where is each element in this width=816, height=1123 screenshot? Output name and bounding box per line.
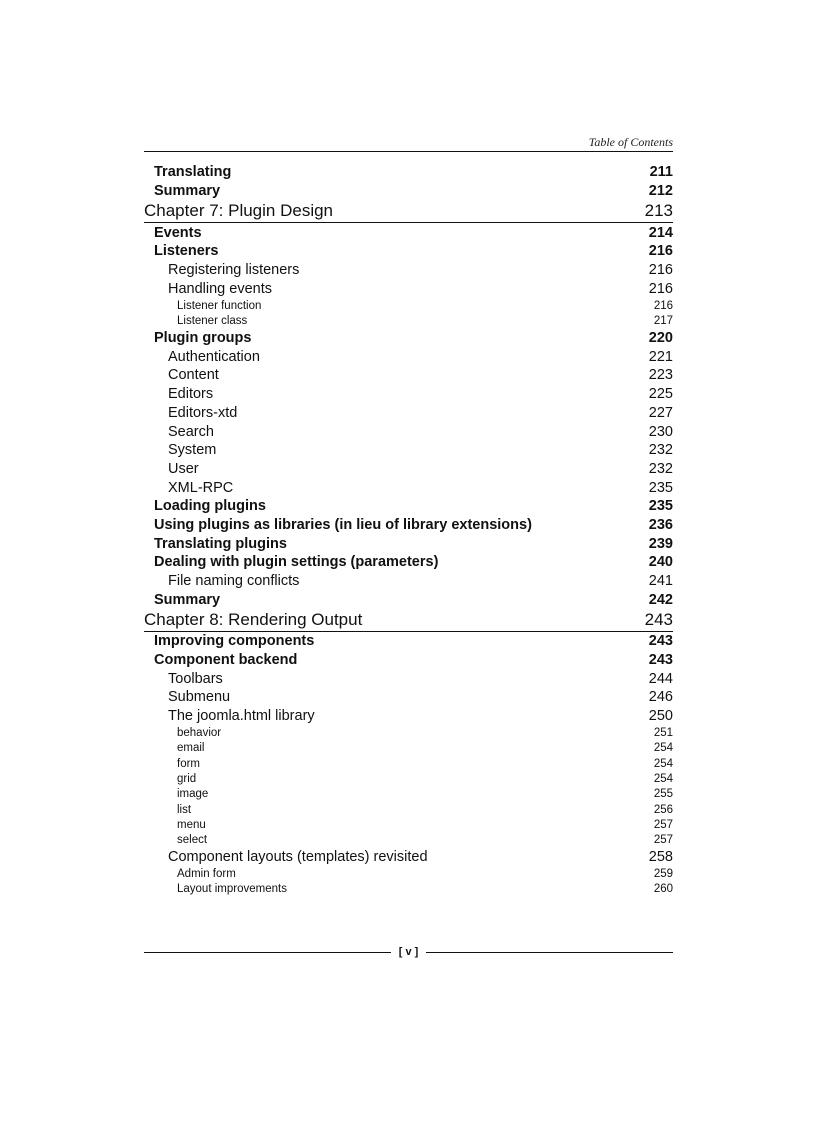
- toc-entry[interactable]: [144, 298, 673, 313]
- toc-entry-page: 235: [648, 479, 673, 496]
- toc-entry-title: Plugin groups: [154, 330, 252, 347]
- toc-entry-title: Improving components: [154, 633, 315, 650]
- toc-entry[interactable]: [144, 261, 673, 280]
- toc-entry[interactable]: [144, 441, 673, 460]
- toc-entry-page: 246: [648, 689, 673, 706]
- toc-entry[interactable]: [144, 725, 673, 740]
- toc-entry-title: Events: [154, 224, 202, 241]
- toc-entry-page: 227: [648, 404, 673, 421]
- toc-entry[interactable]: [144, 313, 673, 328]
- toc-entry-title: Component layouts (templates) revisited: [168, 849, 428, 866]
- toc-entry-page: 256: [653, 803, 673, 816]
- toc-entry-title: Loading plugins: [154, 498, 266, 515]
- toc-entry[interactable]: [144, 516, 673, 535]
- toc-entry-title: Listeners: [154, 243, 219, 260]
- toc-entry-title: Component backend: [154, 652, 298, 669]
- toc-entry[interactable]: [144, 279, 673, 298]
- toc-entry-title: select: [177, 834, 208, 847]
- toc-entry-page: 241: [648, 573, 673, 589]
- toc-entry-title: Translating: [154, 164, 232, 181]
- toc-entry-page: 211: [649, 164, 673, 181]
- toc-entry-title: list: [177, 803, 192, 816]
- toc-entry-title: Using plugins as libraries (in lieu of library extensions): [154, 516, 532, 533]
- toc-entry[interactable]: [144, 366, 673, 385]
- toc-entry-title: Admin form: [177, 868, 236, 881]
- toc-entry-title: behavior: [177, 727, 222, 740]
- toc-entry[interactable]: [144, 242, 673, 261]
- toc-entry[interactable]: [144, 817, 673, 832]
- toc-entry-page: 243: [644, 610, 673, 630]
- toc-entry[interactable]: [144, 534, 673, 553]
- toc-entry-title: Handling events: [168, 280, 272, 297]
- toc-entry-page: 212: [648, 183, 673, 200]
- toc-entry-page: 214: [648, 224, 673, 241]
- toc-entry-page: 254: [653, 773, 673, 785]
- toc-entry-title: Editors-xtd: [168, 404, 238, 421]
- toc-entry[interactable]: [144, 478, 673, 497]
- toc-entry-title: Chapter 7: Plugin Design: [144, 201, 334, 221]
- toc-entry-page: 254: [653, 742, 673, 755]
- toc-entry[interactable]: [144, 403, 673, 422]
- toc-entry[interactable]: [144, 223, 673, 242]
- toc-entry-page: 257: [653, 818, 673, 831]
- toc-entry[interactable]: [144, 771, 673, 786]
- toc-entry[interactable]: [144, 669, 673, 688]
- toc-entry-page: 257: [653, 834, 673, 847]
- toc-entry[interactable]: [144, 787, 673, 802]
- toc-entry-title: Listener class: [177, 315, 248, 328]
- toc-entry-title: Editors: [168, 386, 214, 403]
- toc-entry-title: The joomla.html library: [168, 708, 315, 725]
- toc-entry-page: 251: [653, 727, 673, 740]
- toc-entry-title: image: [177, 788, 209, 801]
- toc-entry-title: Registering listeners: [168, 262, 300, 279]
- toc-entry-page: 235: [648, 498, 673, 515]
- toc-entry-page: 236: [648, 516, 673, 533]
- toc-entry[interactable]: [144, 651, 673, 670]
- toc-entry-page: 239: [648, 535, 673, 552]
- toc-entry-page: 216: [648, 243, 673, 260]
- toc-entry-page: 225: [648, 386, 673, 403]
- toc-chapter-entry[interactable]: [144, 609, 673, 632]
- toc-entry-page: 240: [648, 554, 673, 571]
- toc-entry-page: 223: [648, 367, 673, 384]
- toc-entry-page: 216: [648, 280, 673, 297]
- toc-entry-page: 259: [653, 868, 673, 881]
- toc-entry-title: File naming conflicts: [168, 573, 300, 589]
- toc-entry-title: XML-RPC: [168, 479, 234, 496]
- toc-entry-title: Search: [168, 423, 214, 440]
- toc-entry-title: Layout improvements: [177, 883, 287, 896]
- toc-entry[interactable]: [144, 347, 673, 366]
- toc-entry[interactable]: [144, 833, 673, 848]
- toc-entry-page: 255: [653, 788, 673, 801]
- toc-entry[interactable]: [144, 848, 673, 867]
- toc-entry-page: 243: [648, 652, 673, 669]
- toc-entry-title: Content: [168, 367, 219, 384]
- toc-entry[interactable]: [144, 882, 673, 897]
- toc-entry-page: 232: [648, 442, 673, 459]
- toc-entry-title: email: [177, 742, 205, 755]
- toc-entry-page: 221: [648, 348, 673, 365]
- toc-entry-title: Summary: [154, 183, 221, 200]
- toc-entry-page: 254: [653, 757, 673, 770]
- toc-entry-page: 213: [644, 201, 673, 221]
- toc-entry-page: 250: [648, 708, 673, 725]
- toc-entry[interactable]: [144, 460, 673, 479]
- page-number: [ v ]: [398, 946, 419, 958]
- toc-entry[interactable]: [144, 756, 673, 771]
- toc-entry-page: 216: [648, 262, 673, 279]
- footer-rule-right: [426, 952, 673, 953]
- page-footer: [144, 944, 673, 960]
- toc-entry-title: User: [168, 460, 199, 477]
- footer-rule-left: [144, 952, 391, 953]
- toc-entry-title: Translating plugins: [154, 535, 287, 552]
- toc-entry-page: 230: [648, 423, 673, 440]
- toc-entry-title: Submenu: [168, 689, 231, 706]
- toc-entry-page: 258: [648, 849, 673, 866]
- toc-entry[interactable]: [144, 182, 673, 201]
- toc-entry-page: 232: [648, 460, 673, 477]
- toc-entry-page: 243: [648, 633, 673, 650]
- toc-entry[interactable]: [144, 688, 673, 707]
- toc-entry-page: 244: [648, 670, 673, 687]
- toc-entry[interactable]: [144, 422, 673, 441]
- toc-entry-title: Toolbars: [168, 670, 223, 687]
- toc-entry-title: System: [168, 442, 217, 459]
- header-rule: [144, 151, 673, 152]
- table-of-contents: [144, 163, 673, 897]
- toc-entry-title: menu: [177, 818, 206, 831]
- toc-entry[interactable]: [144, 590, 673, 609]
- toc-entry-page: 220: [648, 330, 673, 347]
- toc-entry-title: Summary: [154, 591, 221, 608]
- toc-entry-page: 217: [653, 315, 673, 328]
- toc-entry[interactable]: [144, 867, 673, 882]
- toc-entry[interactable]: [144, 329, 673, 348]
- toc-entry-title: Listener function: [177, 299, 262, 312]
- toc-entry[interactable]: [144, 553, 673, 572]
- toc-entry-title: grid: [177, 773, 197, 785]
- toc-entry[interactable]: [144, 802, 673, 817]
- toc-entry[interactable]: [144, 497, 673, 516]
- toc-entry[interactable]: [144, 572, 673, 591]
- toc-entry-title: form: [177, 757, 200, 770]
- toc-entry-page: 260: [653, 883, 673, 896]
- toc-entry-title: Authentication: [168, 348, 260, 365]
- toc-entry-title: Dealing with plugin settings (parameters): [154, 554, 439, 571]
- toc-entry[interactable]: [144, 163, 673, 182]
- toc-entry[interactable]: [144, 741, 673, 756]
- running-header-title: Table of Contents: [588, 135, 673, 149]
- toc-chapter-entry[interactable]: [144, 200, 673, 223]
- toc-entry[interactable]: [144, 632, 673, 651]
- toc-entry[interactable]: [144, 385, 673, 404]
- toc-entry[interactable]: [144, 707, 673, 726]
- toc-entry-page: 216: [653, 299, 673, 312]
- toc-entry-title: Chapter 8: Rendering Output: [144, 610, 363, 630]
- toc-entry-page: 242: [648, 591, 673, 608]
